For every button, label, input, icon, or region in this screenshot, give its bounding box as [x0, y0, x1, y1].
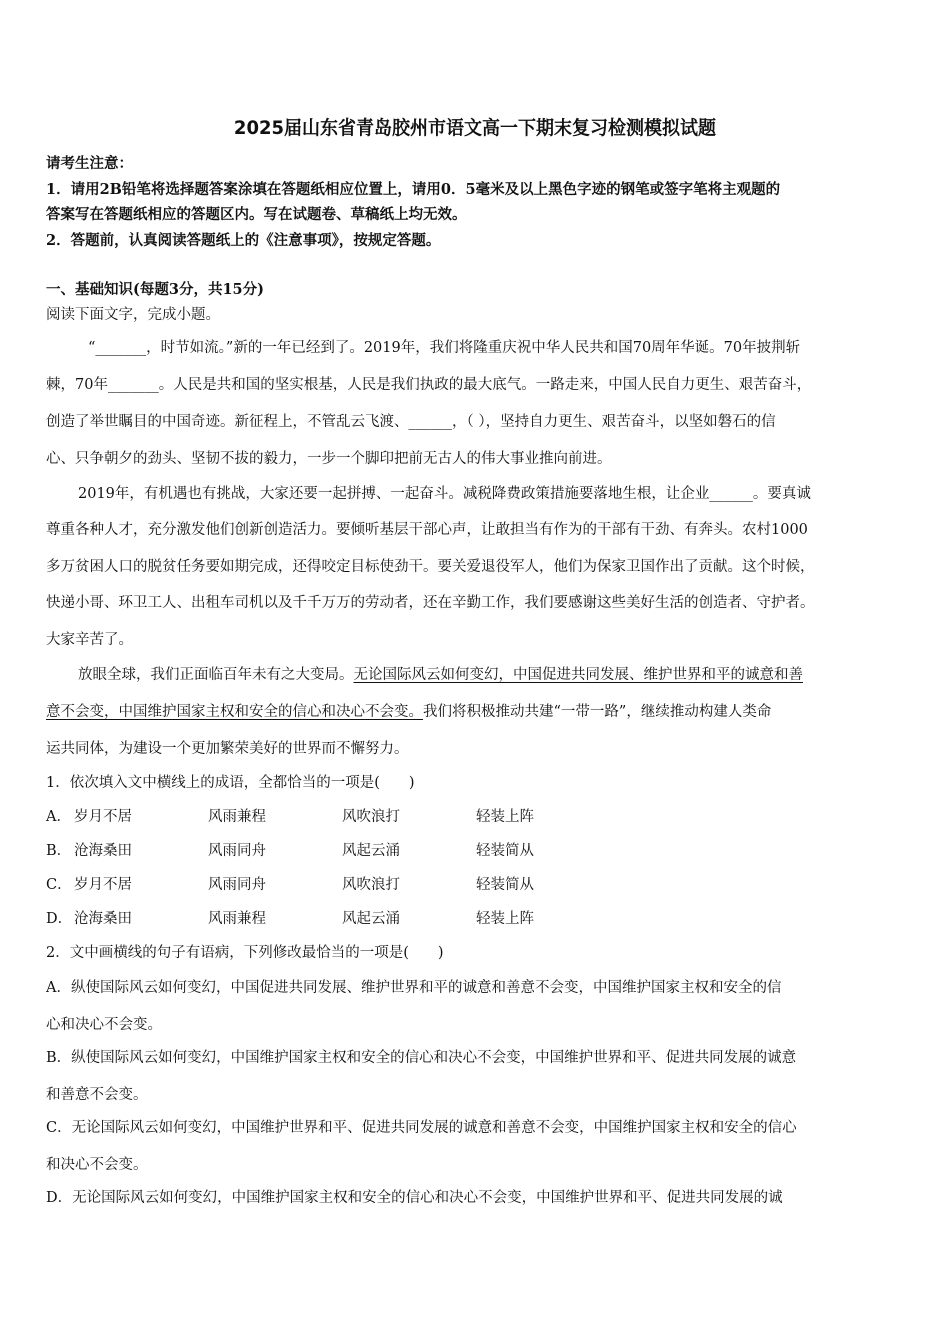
option-word: 风雨同舟: [208, 877, 266, 893]
question-1-stem: 1．依次填入文中横线上的成语，全都恰当的一项是( ): [46, 775, 415, 791]
passage-p3-line-2: [46, 700, 771, 721]
question-2-stem: 2．文中画横线的句子有语病，下列修改最恰当的一项是( ): [46, 945, 444, 961]
passage-p3-plain-2: 我们将积极推动共建“一带一路”，继续推动构建人类命: [423, 704, 772, 720]
option-word: 风起云涌: [342, 843, 400, 859]
passage-p3-line-3: 运共同体，为建设一个更加繁荣美好的世界而不懈努力。: [46, 741, 409, 757]
question-1-option-b: [46, 839, 534, 860]
passage-p1-line-3: 创造了举世瞩目的中国奇迹。新征程上，不管乱云飞渡、______，（ ），坚持自力更生、艰苦奋斗，以坚如磐石的信: [46, 414, 776, 430]
section-heading: 一、基础知识(每题3分，共15分): [46, 281, 264, 298]
option-word: 岁月不居: [74, 809, 132, 825]
question-2-option-a-line-1: A．纵使国际风云如何变幻，中国促进共同发展、维护世界和平的诚意和善意不会变，中国维护国家主权和安全的信: [46, 980, 782, 996]
passage-p3-plain-1: 放眼全球，我们正面临百年未有之大变局。: [78, 667, 354, 683]
option-word: 风吹浪打: [342, 809, 400, 825]
passage-p1-line-4: 心、只争朝夕的劲头、坚韧不拔的毅力，一步一个脚印把前无古人的伟大事业推向前进。: [46, 451, 612, 467]
option-word: 轻装简从: [476, 877, 534, 893]
question-1-option-d: [46, 907, 534, 928]
question-2-option-a-line-2: 心和决心不会变。: [46, 1017, 162, 1033]
option-word: 轻装简从: [476, 843, 534, 859]
option-label: B．: [46, 843, 72, 859]
passage-p2-line-4: 快递小哥、环卫工人、出租车司机以及千千万万的劳动者，还在辛勤工作，我们要感谢这些美好生活的创造者、守护者。: [46, 595, 815, 611]
question-2-option-c-line-1: C．无论国际风云如何变幻，中国维护世界和平、促进共同发展的诚意和善意不会变，中国维护国家主权和安全的信心: [46, 1120, 797, 1136]
question-2-option-d-line-1: D．无论国际风云如何变幻，中国维护国家主权和安全的信心和决心不会变，中国维护世界和平、促进共同发展的诚: [46, 1190, 783, 1206]
question-1-option-a: [46, 805, 534, 826]
option-word: 沧海桑田: [74, 911, 132, 927]
passage-p1-line-2: 棘，70年_______。人民是共和国的坚实根基，人民是我们执政的最大底气。一路走来，中国人民自力更生、艰苦奋斗，: [46, 377, 812, 393]
passage-p1-line-1: “_______，时节如流。”新的一年已经到了。2019年，我们将隆重庆祝中华人民共和国70周年华诞。70年披荆斩: [88, 340, 801, 356]
question-2-option-c-line-2: 和决心不会变。: [46, 1157, 148, 1173]
passage-p3-line-1: [78, 663, 803, 684]
notice-heading: 请考生注意：: [46, 155, 133, 172]
notice-item-1-line-2: 答案写在答题纸相应的答题区内。写在试题卷、草稿纸上均无效。: [46, 206, 467, 223]
passage-p2-line-1: 2019年，有机遇也有挑战，大家还要一起拼搏、一起奋斗。减税降费政策措施要落地生根，让企业______。要真诚: [78, 486, 811, 502]
question-1-option-c: [46, 873, 534, 894]
option-word: 轻装上阵: [476, 809, 534, 825]
notice-item-1-line-1: 1．请用2B铅笔将选择题答案涂填在答题纸相应位置上，请用0．5毫米及以上黑色字迹的钢笔或签字笔将主观题的: [46, 181, 781, 198]
passage-p2-line-5: 大家辛苦了。: [46, 632, 133, 648]
option-word: 风吹浪打: [342, 877, 400, 893]
passage-p2-line-3: 多万贫困人口的脱贫任务要如期完成，还得咬定目标使劲干。要关爱退役军人，他们为保家卫国作出了贡献。这个时候，: [46, 559, 815, 575]
section-instruction: 阅读下面文字，完成小题。: [46, 307, 220, 323]
option-word: 岁月不居: [74, 877, 132, 893]
page-title: 2025届山东省青岛胶州市语文高一下期末复习检测模拟试题: [233, 117, 717, 139]
notice-item-2: 2．答题前，认真阅读答题纸上的《注意事项》，按规定答题。: [46, 232, 441, 249]
option-label: D．: [46, 911, 73, 927]
option-word: 风雨同舟: [208, 843, 266, 859]
underlined-sentence-part-2: 意不会变，中国维护国家主权和安全的信心和决心不会变。: [46, 704, 423, 720]
option-word: 风起云涌: [342, 911, 400, 927]
passage-p2-line-2: 尊重各种人才，充分激发他们创新创造活力。要倾听基层干部心声，让敢担当有作为的干部有干劲、有奔头。农村1000: [46, 522, 808, 538]
option-word: 沧海桑田: [74, 843, 132, 859]
option-label: C．: [46, 877, 72, 893]
option-word: 风雨兼程: [208, 809, 266, 825]
underlined-sentence-part-1: 无论国际风云如何变幻，中国促进共同发展、维护世界和平的诚意和善: [353, 667, 803, 683]
option-label: A．: [46, 809, 71, 825]
question-2-option-b-line-1: B．纵使国际风云如何变幻，中国维护国家主权和安全的信心和决心不会变，中国维护世界和平、促进共同发展的诚意: [46, 1050, 797, 1066]
question-2-option-b-line-2: 和善意不会变。: [46, 1087, 148, 1103]
option-word: 轻装上阵: [476, 911, 534, 927]
option-word: 风雨兼程: [208, 911, 266, 927]
